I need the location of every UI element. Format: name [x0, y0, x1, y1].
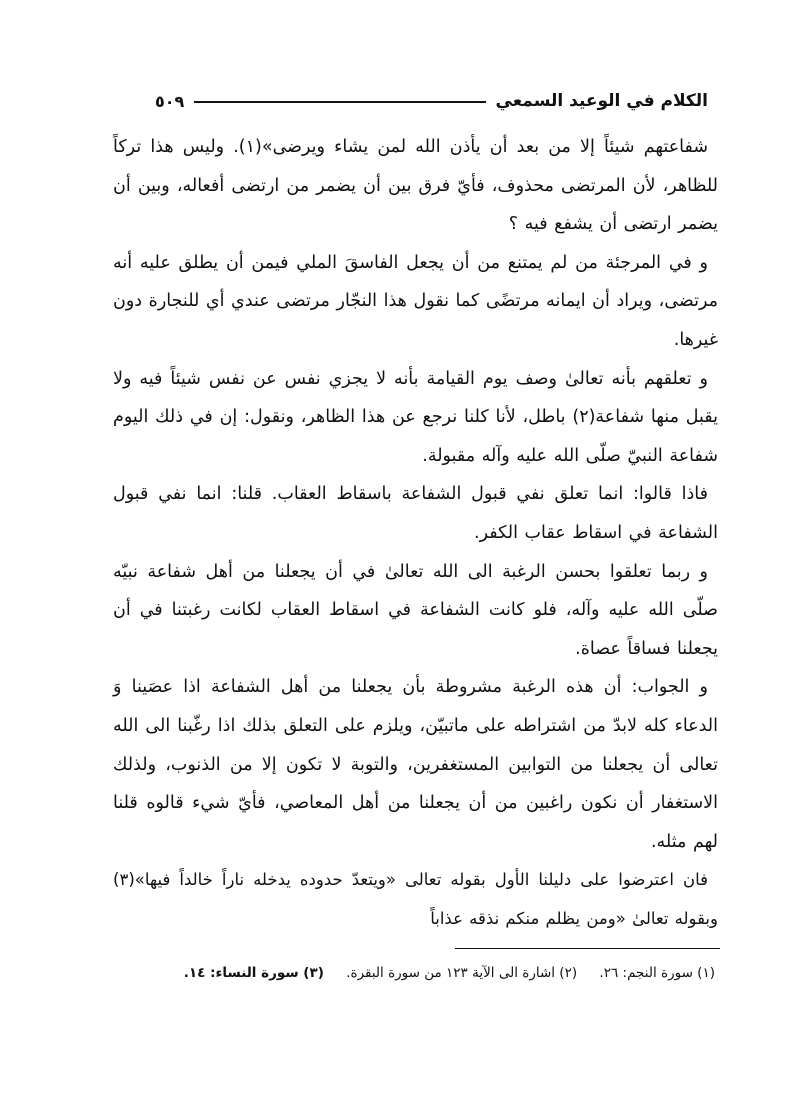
header-title: الكلام في الوعيد السمعي — [495, 91, 708, 111]
paragraph-3: و تعلقهم بأنه تعالىٰ وصف يوم القيامة بأنه لا يجزي نفس عن نفس شيئاً فيه ولا يقبل منها شفاعة(٢) باطل، لأنا كلنا نرجع عن هذا الظاهر، ونقول: إن في ذلك اليوم شفاعة النبيّ صلّى الله عليه وآله مقبولة. — [113, 368, 718, 466]
body-text — [113, 128, 718, 938]
paragraph-5: و ربما تعلقوا بحسن الرغبة الى الله تعالىٰ في أن يجعلنا من أهل شفاعة نبيّه صلّى الله عليه وآله، فلو كانت الشفاعة في اسقاط العقاب لكانت رغبتنا في أن يجعلنا فساقاً عصاة. — [113, 561, 718, 659]
footnote-divider — [455, 948, 720, 949]
footnote-2: (٢) اشارة الى الآية ١٢٣ من سورة البقرة. — [346, 965, 578, 981]
header-rule — [194, 101, 485, 103]
paragraph-2: و في المرجئة من لم يمتنع من أن يجعل الفاسقَ الملي فيمن أن يطلق عليه أنه مرتضى، ويراد أن ايمانه مرتضًى كما نقول هذا النجّار مرتضى عندي أي للنجارة دون غيرها. — [113, 252, 718, 350]
footnotes — [150, 962, 715, 984]
footnote-1: (١) سورة النجم: ٢٦. — [599, 965, 715, 981]
paragraph-1: شفاعتهم شيئاً إلا من بعد أن يأذن الله لمن يشاء ويرضى»(١). وليس هذا تركاً للظاهر، لأن المرتضى محذوف، فأيّ فرق بين أن يضمر من ارتضى أفعاله، وبين أن يضمر ارتضى أن يشفع فيه ؟ — [113, 137, 718, 235]
paragraph-7-quran: فان اعترضوا على دليلنا الأول بقوله تعالى «ويتعدّ حدوده يدخله ناراً خالداً فيها»(٣) وبقوله تعالىٰ «ومن يظلم منكم نذقه عذاباً — [113, 870, 718, 928]
paragraph-6: و الجواب: أن هذه الرغبة مشروطة بأن يجعلنا من أهل الشفاعة اذا عصَينا وَ الدعاء كله لابدّ من اشتراطه على ماتبيّن، ويلزم على التعلق بذلك اذا رغّبنا الى الله تعالى أن يجعلنا من التوابين المستغفرين، والتوبة لا تكون إلا من الذنوب، ولذلك الاستغفار أن نكون راغبين من أن يجعلنا من أهل المعاصي، فأيّ شيء قالوه قلنا لهم مثله. — [113, 677, 718, 852]
running-header — [155, 86, 708, 116]
footnote-3: (٣) سورة النساء: ١٤. — [183, 965, 324, 981]
paragraph-4: فاذا قالوا: انما تعلق نفي قبول الشفاعة باسقاط العقاب. قلنا: انما نفي قبول الشفاعة في اسقاط عقاب الكفر. — [113, 484, 718, 543]
page-number: ٥٠٩ — [155, 91, 185, 111]
